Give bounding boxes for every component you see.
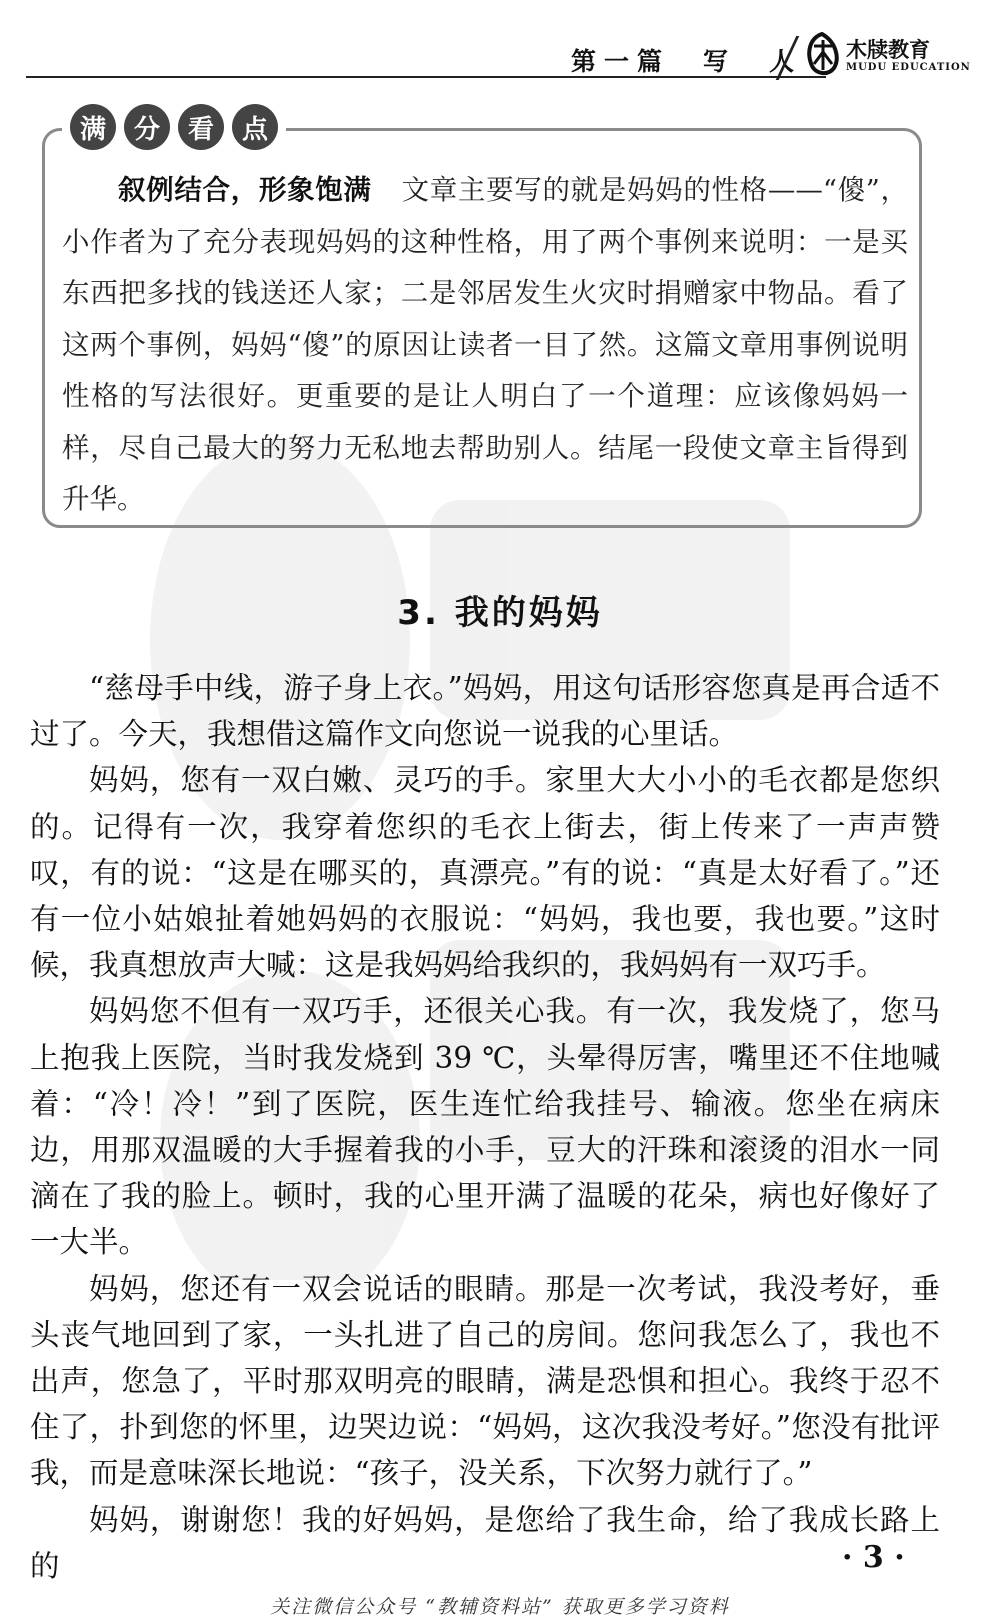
logo-subtitle: MUDU EDUCATION (846, 62, 971, 73)
highlight-body: 文章主要写的就是妈妈的性格——“傻”，小作者为了充分表现妈妈的这种性格，用了两个事例来说明：一是买东西把多找的钱送还人家；二是邻居发生火灾时捐赠家中物品。看了这两个事例，妈妈“傻”的原因让读者一目了然。这篇文章用事例说明性格的写法很好。更重要的是让人明白了一个道理：应该像妈妈一样，尽自己最大的努力无私地去帮助别人。结尾一段使文章主旨得到升华。 (62, 174, 908, 515)
highlight-tag: 点 (232, 104, 278, 150)
highlight-text (62, 165, 908, 526)
essay-paragraph: 妈妈，您还有一双会说话的眼睛。那是一次考试，我没考好，垂头丧气地回到了家，一头扎进了自己的房间。您问我怎么了，我也不出声，您急了，平时那双明亮的眼睛，满是恐惧和担心。我终于忍不住了，扑到您的怀里，边哭边说：“妈妈，这次我没考好。”您没有批评我，而是意味深长地说：“孩子，没关系，下次努力就行了。” (30, 1271, 940, 1491)
essay-paragraph: 妈妈，您有一双白嫩、灵巧的手。家里大大小小的毛衣都是您织的。记得有一次，我穿着您织的毛衣上街去，街上传来了一声声赞叹，有的说：“这是在哪买的，真漂亮。”有的说：“真是太好看了。”还有一位小姑娘扯着她妈妈的衣服说：“妈妈，我也要，我也要。”这时候，我真想放声大喊：这是我妈妈给我织的，我妈妈有一双巧手。 (30, 763, 940, 983)
brush-logo-icon (804, 32, 840, 76)
highlight-tags (62, 104, 286, 152)
page-header (26, 30, 974, 82)
essay-paragraph: 妈妈您不但有一双巧手，还很关心我。有一次，我发烧了，您马上抱我上医院，当时我发烧到 39 ℃，头晕得厉害，嘴里还不住地喊着：“冷！冷！”到了医院，医生连忙给我挂号、输液。您坐在病床边，用那双温暖的大手握着我的小手，豆大的汗珠和滚烫的泪水一同滴在了我的脸上。顿时，我的心里开满了温暖的花朵，病也好像好了一大半。 (30, 994, 940, 1260)
essay-paragraph: “慈母手中线，游子身上衣。”妈妈，用这句话形容您真是再合适不过了。今天，我想借这篇作文向您说一说我的心里话。 (30, 671, 940, 752)
essay-body (30, 665, 940, 1589)
logo-text: 木牍教育 (846, 38, 930, 62)
highlight-tag: 满 (70, 104, 116, 150)
publisher-logo (804, 30, 974, 80)
page-number: · 3 · (842, 1540, 905, 1575)
highlight-tag: 分 (124, 104, 170, 150)
section-label: 第一篇 写 人 (571, 47, 803, 76)
highlight-lead: 叙例结合，形象饱满 (118, 174, 372, 206)
essay-title: 3. 我的妈妈 (397, 593, 603, 633)
highlight-tag: 看 (178, 104, 224, 150)
footer-note: 关注微信公众号 “教辅资料站” 获取更多学习资料 (270, 1596, 730, 1618)
essay-paragraph: 妈妈，谢谢您！我的好妈妈，是您给了我生命，给了我成长路上的 (30, 1502, 940, 1583)
